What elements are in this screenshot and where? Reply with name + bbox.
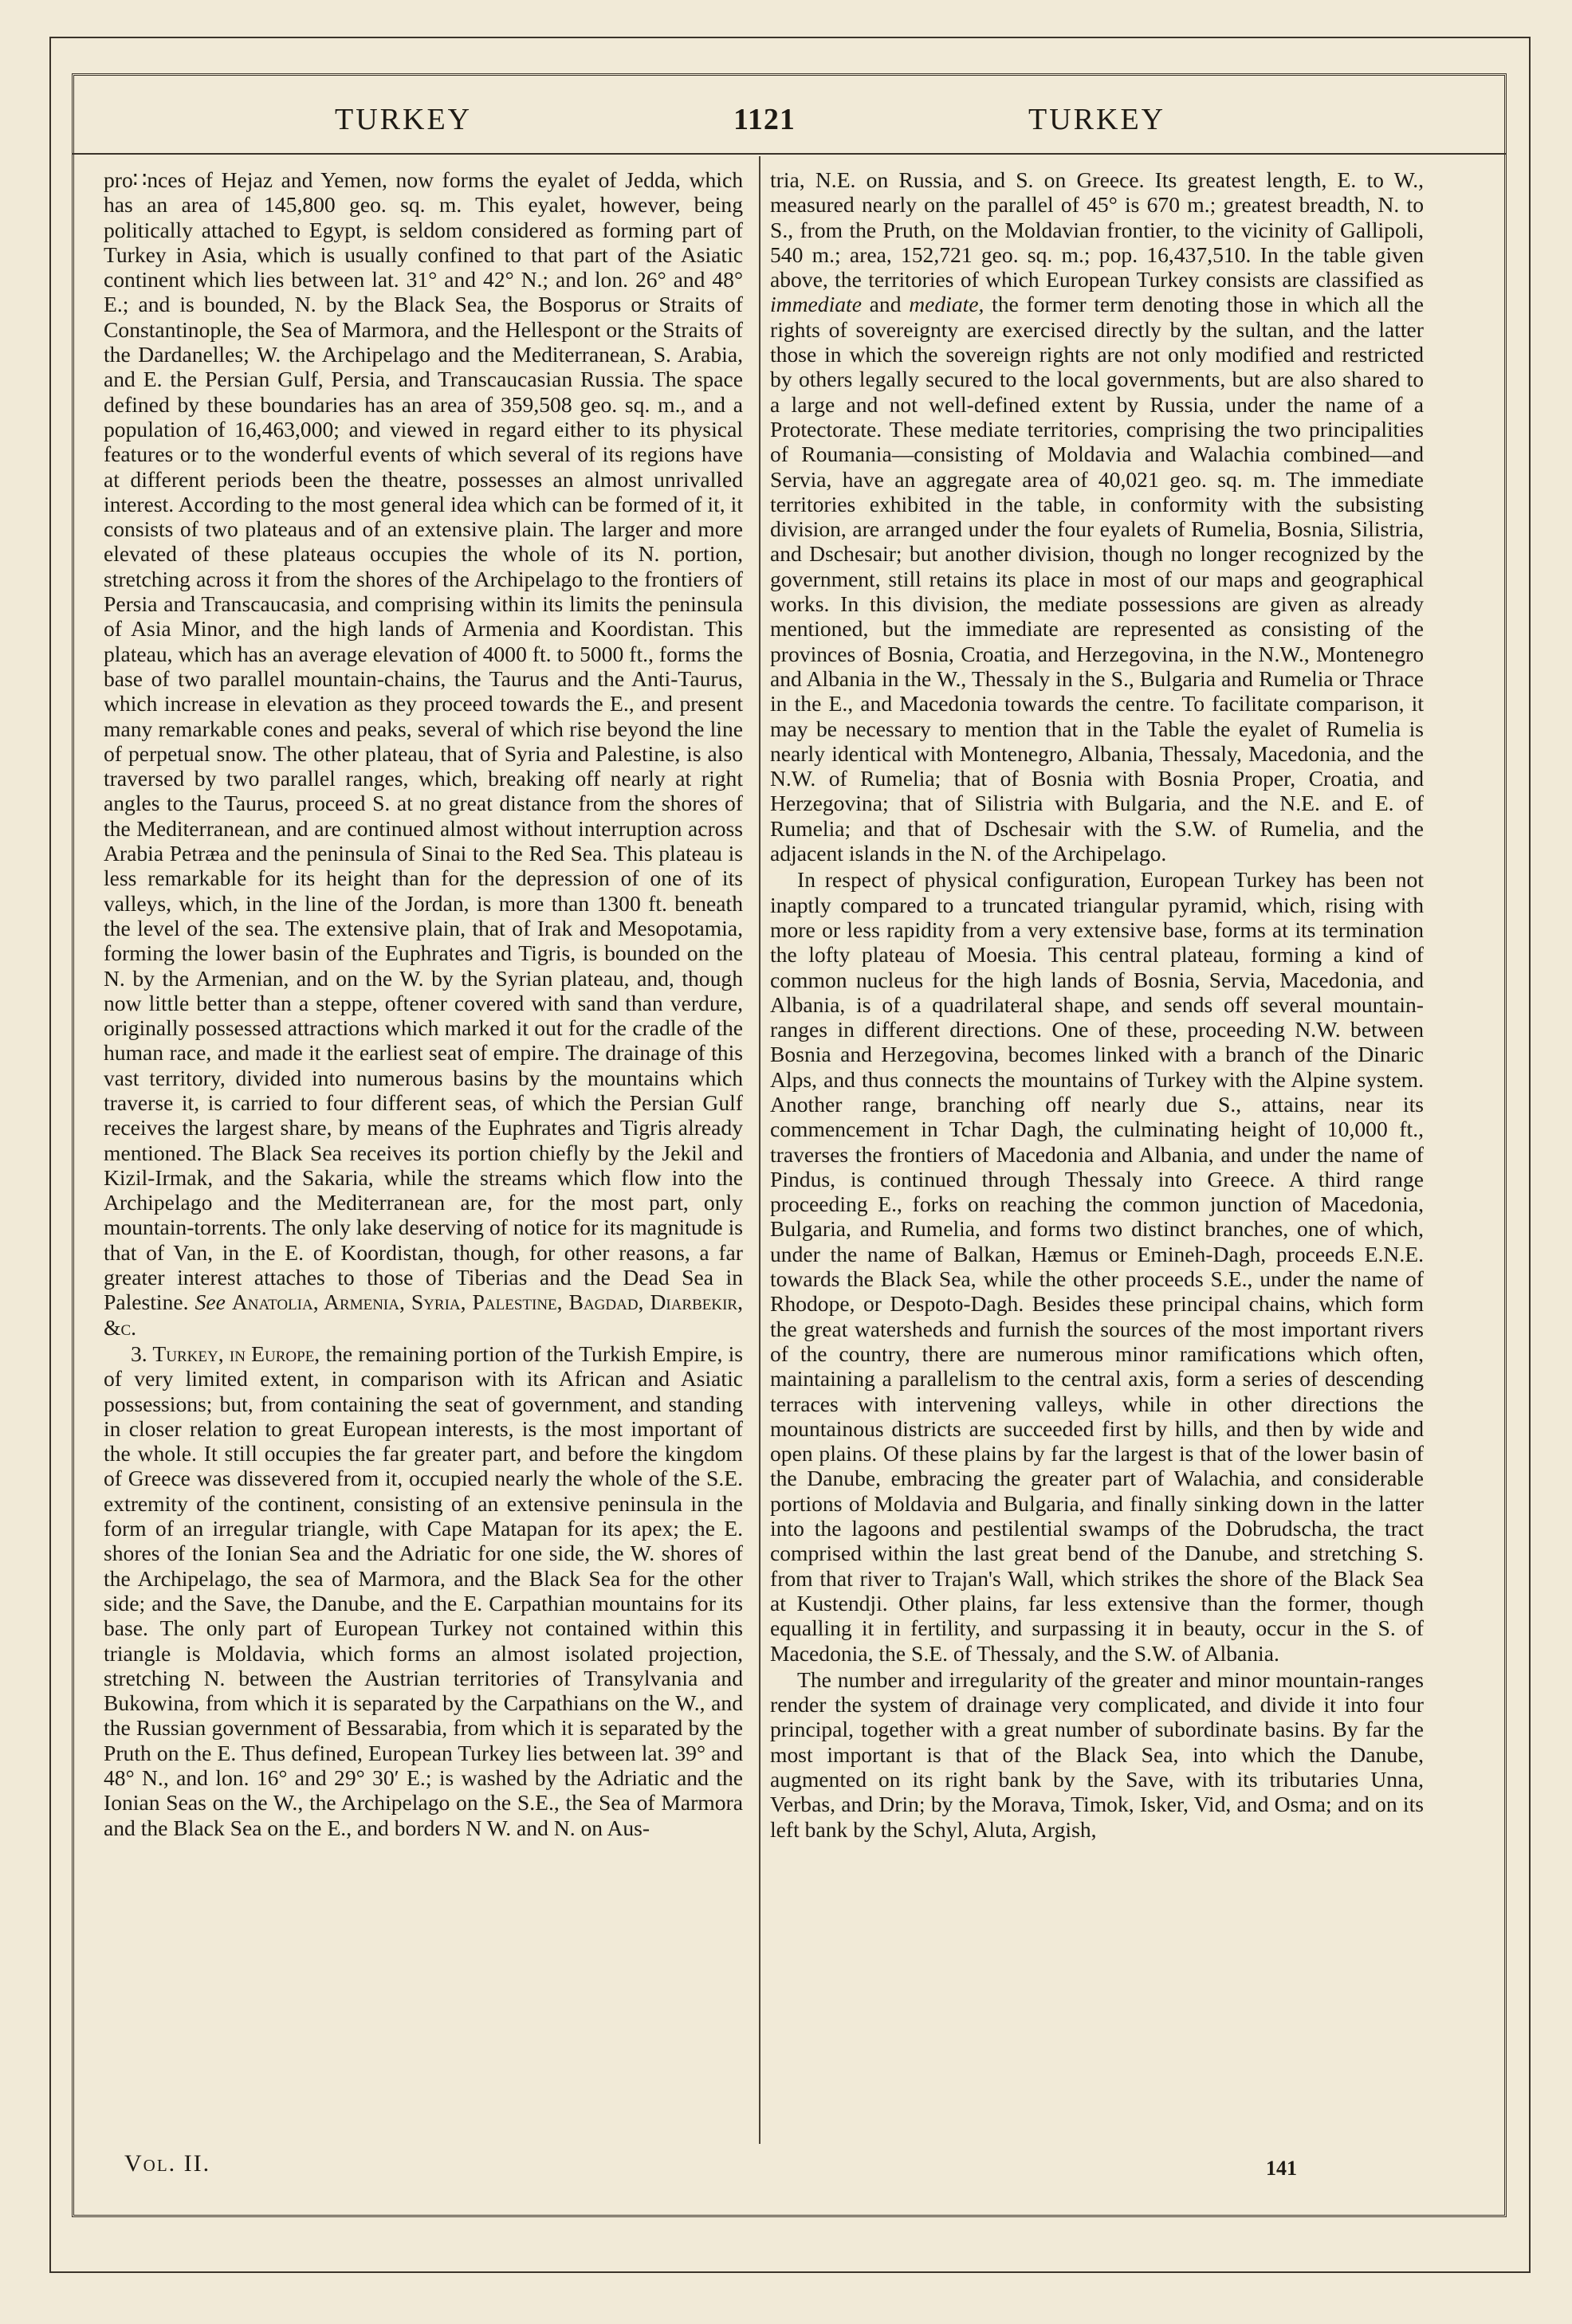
right-paragraph-extent-text-a: tria, N.E. on Russia, and S. on Greece. Its greatest length, E. to W., measured nearly on the parallel of 45° is 670 m.; greatest breadth, N. to S., from the Pruth, on the Moldavian frontier, to the vicinity of Gallipoli, 540 m.; area, 152,721 geo. sq. m.; pop. 16,437,510. In the table given above, the territories of which European Turkey consists are classified as [770, 167, 1424, 292]
right-paragraph-extent [770, 167, 1424, 866]
section-lead-turkey-in-europe: 3. Turkey, in Europe, [131, 1341, 320, 1366]
header-rule [72, 153, 1507, 155]
column-divider [759, 156, 760, 2144]
right-column [770, 167, 1424, 2136]
left-paragraph-asia-text: pro∷nces of Hejaz and Yemen, now forms the eyalet of Jedda, which has an area of 145,800 geo. sq. m. This eyalet, however, being politically attached to Egypt, is seldom considered as forming part of Turkey in Asia, which is usually confined to that part of the Asiatic continent which lies between lat. 31° and 42° N.; and lon. 26° and 48° E.; and is bounded, N. by the Black Sea, the Bosporus or Straits of Constantinople, the Sea of Marmora, and the Hellespont or the Straits of the Dardanelles; W. the Archipelago and the Mediterranean, S. Arabia, and E. the Persian Gulf, Persia, and Transcaucasian Russia. The space defined by these boundaries has an area of 359,508 geo. sq. m., and a population of 16,463,000; and viewed in regard either to its physical features or to the wonderful events of which several of its regions have at different periods been the theatre, possesses an almost unrivalled interest. According to the most general idea which can be formed of it, it consists of two plateaus and of an extensive plain. The larger and more elevated of these plateaus occupies the whole of its N. portion, stretching across it from the shores of the Archipelago to the frontiers of Persia and Transcaucasia, and comprising within its limits the peninsula of Asia Minor, and the high lands of Armenia and Koordistan. This plateau, which has an average elevation of 4000 ft. to 5000 ft., forms the base of two parallel mountain-chains, the Taurus and the Anti-Taurus, which increase in elevation as they proceed towards the E., and present many remarkable cones and peaks, several of which rise beyond the line of perpetual snow. The other plateau, that of Syria and Palestine, is also traversed by two parallel ranges, which, breaking off nearly at right angles to the Taurus, proceed S. at no great distance from the shores of the Mediterranean, and are continued almost without interruption across Arabia Petræa and the peninsula of Sinai to the Red Sea. This plateau is less remarkable for its height than for the depression of one of its valleys, which, in the line of the Jordan, is more than 1300 ft. beneath the level of the sea. The extensive plain, that of Irak and Mesopotamia, forming the lower basin of the Euphrates and Tigris, is bounded on the N. by the Armenian, and on the W. by the Syrian plateau, and, though now little better than a steppe, oftener covered with sand than verdure, originally possessed attractions which marked it out for the cradle of the human race, and made it the earliest seat of empire. The drainage of this vast territory, divided into numerous basins by the mountains which traverse it, is carried to four different seas, of which the Persian Gulf receives the largest share, by means of the Euphrates and Tigris already mentioned. The Black Sea receives its portion chiefly by the Jekil and Kizil-Irmak, and the Sakaria, while the streams which flow into the Archipelago and the Mediterranean are, for the most part, only mountain-torrents. The only lake deserving of notice for its magnitude is that of Van, in the E. of Koordistan, though, for other reasons, a far greater interest attaches to those of Tiberias and the Dead Sea in Palestine. [104, 167, 743, 1315]
right-paragraph-configuration: In respect of physical configuration, European Turkey has been not inaptly compared to a truncated triangular pyramid, which, rising with more or less rapidity from a very extensive base, forms at its termination the lofty plateau of Moesia. This central plateau, forming a kind of common nucleus for the high lands of Bosnia, Servia, Macedonia, and Albania, is of a quadrilateral shape, and sends off several mountain-ranges in different directions. One of these, proceeding N.W. between Bosnia and Herzegovina, becomes linked with a branch of the Dinaric Alps, and thus connects the mountains of Turkey with the Alpine system. Another range, branching off nearly due S., attains, near its commencement in Tchar Dagh, the culminating height of 10,000 ft., traverses the frontiers of Macedonia and Albania, and under the name of Pindus, is continued through Thessaly into Greece. A third range proceeding E., forks on reaching the common junction of Macedonia, Bulgaria, and Rumelia, and forms two distinct branches, one of which, under the name of Balkan, Hæmus or Emineh-Dagh, proceeds E.N.E. towards the Black Sea, while the other proceeds S.E., under the name of Rhodope, or Despoto-Dagh. Besides these principal chains, which form the great watersheds and furnish the sources of the most important rivers of the country, there are numerous minor ramifications which often, maintaining a parallelism to the central axis, form a series of descending terraces with intervening valleys, while in other directions the mountainous districts are succeeded first by hills, and then by wide and open plains. Of these plains by far the largest is that of the lower basin of the Danube, embracing the greater part of Walachia, and considerable portions of Moldavia and Bulgaria, and finally sinking down in the latter into the lagoons and pestilential swamps of the Dobrudscha, the tract comprised within the last great bend of the Danube, and stretching S. from that river to Trajan's Wall, which strikes the shore of the Black Sea at Kustendji. Other plains, far less extensive than the former, though equalling it in fertility, and surpassing it in beauty, occur in the S. of Macedonia, the S.E. of Thessaly, and the S.W. of Albania. [770, 867, 1424, 1666]
page-number: 1121 [733, 103, 796, 136]
see-references: Anatolia, Armenia, Syria, Palestine, Bagdad, Diarbekir, &c. [104, 1290, 743, 1340]
term-immediate: immediate [770, 292, 862, 317]
right-paragraph-extent-text-b: the former term denoting those in which all the rights of sovereignty are exercised directly by the sultan, and the latter those in which the sovereign rights are not only modified and restricted by others legally secured to the local governments, but are also shared to a large and not well-defined extent by Russia, under the name of a Protectorate. These mediate territories, comprising the two principalities of Roumania—consisting of Moldavia and Walachia combined—and Servia, have an aggregate area of 40,021 geo. sq. m. The immediate territories exhibited in the table, in conformity with the subsisting division, are arranged under the four eyalets of Rumelia, Bosnia, Silistria, and Dschesair; but another division, though no longer recognized by the government, still retains its place in most of our maps and geographical works. In this division, the mediate possessions are given as already mentioned, but the immediate are represented as consisting of the provinces of Bosnia, Croatia, and Herzegovina, in the N.W., Montenegro and Albania in the W., Thessaly in the S., Bulgaria and Rumelia or Thrace in the E., and Macedonia towards the centre. To facilitate comparison, it may be necessary to mention that in the Table the eyalet of Rumelia is nearly identical with Montenegro, Albania, Thessaly, Macedonia, and the N.W. of Rumelia; that of Bosnia with Bosnia Proper, Croatia, and Herzegovina; that of Silistria with Bulgaria, and the N.E. and E. of Rumelia; and that of Dschesair with the S.W. of Rumelia, and the adjacent islands in the N. of the Archipelago. [770, 292, 1424, 866]
left-paragraph-asia [104, 167, 743, 1340]
left-paragraph-europe [104, 1341, 743, 1840]
see-label: See [195, 1290, 226, 1315]
header-right-title: TURKEY [1028, 103, 1166, 136]
volume-label: Vol. II. [124, 2150, 211, 2177]
right-paragraph-drainage: The number and irregularity of the greater and minor mountain-ranges render the system of drainage very complicated, and divide it into four principal, together with a great number of subordinate basins. By far the most important is that of the Black Sea, into which the Danube, augmented on its right bank by the Save, with its tributaries Unna, Verbas, and Drin; by the Morava, Timok, Isker, Vid, and Osma; and on its left bank by the Schyl, Aluta, Argish, [770, 1666, 1424, 1842]
left-paragraph-europe-text: the remaining portion of the Turkish Empire, is of very limited extent, in comparison with its African and Asiatic possessions; but, from containing the seat of government, and standing in closer relation to great European interests, is the most important of the whole. It still occupies the far greater part, and before the kingdom of Greece was dissevered from it, occupied nearly the whole of the S.E. extremity of the continent, consisting of an extensive peninsula in the form of an irregular triangle, with Cape Matapan for its apex; the E. shores of the Ionian Sea and the Adriatic for one side, the W. shores of the Archipelago, the sea of Marmora, and the Black Sea for the other side; and the Save, the Danube, and the E. Carpathian mountains for its base. The only part of European Turkey not contained within this triangle is Moldavia, which forms an almost isolated projection, stretching N. between the Austrian territories of Transylvania and Bukowina, from which it is separated by the Carpathians on the W., and the Russian government of Bessarabia, from which it is separated by the Pruth on the E. Thus defined, European Turkey lies between lat. 39° and 48° N., and lon. 16° and 29° 30′ E.; is washed by the Adriatic and the Ionian Seas on the W., the Archipelago on the S.E., the Sea of Marmora and the Black Sea on the E., and borders N W. and N. on Aus- [104, 1341, 743, 1840]
signature-mark: 141 [1266, 2157, 1297, 2180]
conjunction-and: and [869, 292, 902, 317]
page-footer [96, 2150, 1483, 2190]
left-column [104, 167, 743, 2136]
term-mediate: mediate, [909, 292, 984, 317]
running-header [96, 102, 1483, 145]
header-left-title: TURKEY [335, 103, 473, 136]
